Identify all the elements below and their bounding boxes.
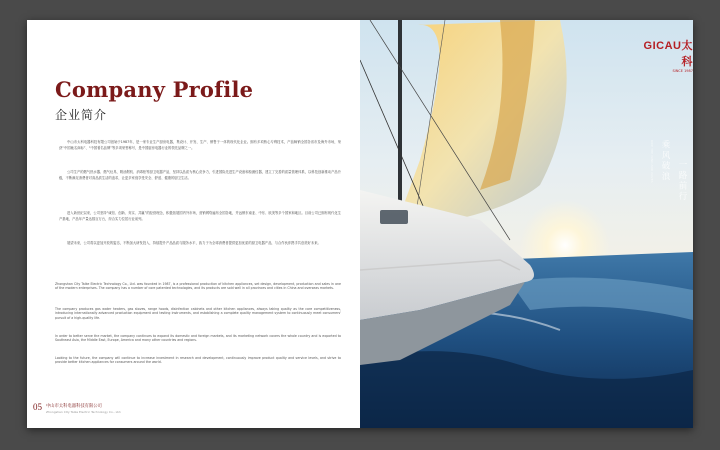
right-page — [360, 20, 693, 428]
page-number: 05 — [33, 402, 42, 412]
slogan-line-1: 乘风破浪 — [660, 140, 670, 182]
page-title: Company Profile — [55, 77, 254, 102]
page-footer — [33, 402, 121, 414]
en-paragraph-2: The company produces gas water heaters, gas stoves, range hoods, disinfection cabinets and other kitchen appliances, always taking quality as the core competitiveness, introducing internationally advanced production equipment and testing instruments, and establishing a complete quality management system to continuously meet consumers' pursuit of a high-quality life. — [55, 307, 341, 320]
sailboat-photo — [360, 20, 693, 428]
footer-company-name: 中山市太科电器科技有限公司 — [46, 404, 102, 409]
zh-paragraph-1: 中山市太科电器科技有限公司创始于1987年，是一家专业生产厨房电器，集设计、开发、生产、销售于一体的现代化企业。拥有多项核心专利技术，产品畅销全国各省市及海外市场，荣获“中国驰名商标”、“中国著名品牌”等多项荣誉称号，是中国厨房电器行业的领先品牌之一。 — [59, 140, 341, 150]
en-paragraph-4: Looking to the future, the company will continue to increase investment in research and development, continuously improve product quality and service levels, and strive to provide better kitchen appliances for consumers around the world. — [55, 356, 341, 365]
left-page — [27, 20, 360, 428]
zh-paragraph-4: 展望未来，公司将以更加开放的姿态，不断加大研发投入，持续提升产品品质与服务水平，致力于为全球消费者提供更加优质的厨卫电器产品，与合作伙伴携手共创美好未来。 — [67, 241, 321, 245]
zh-paragraph-3: 进入新世纪以来，公司坚持“诚信、创新、务实、共赢”的经营理念，积极拓展国内外市场，营销网络遍布全国各地，并远销东南亚、中东、欧美等多个国家和地区。目前公司已拥有现代化生产基地，产品年产量达数百万台，综合实力位居行业前列。 — [59, 211, 341, 221]
footer-company-name-en: Zhongshan City Taike Electric Technology Co., Ltd. — [46, 410, 122, 414]
zh-paragraph-2: 公司生产的燃气热水器、燃气灶具、吸油烟机、消毒柜等厨卫电器产品，坚持以品质为核心竞争力，引进国际先进生产设备和检测仪器，建立了完善的质量管理体系，以科技创新推动产品升级，不断满足消费者对高品质生活的追求，让更多家庭享受安全、舒适、健康的厨卫生活。 — [59, 170, 341, 180]
slogan-english: RIDE THE WIND AND WAVES — [650, 140, 654, 183]
logo-subtext: SINCE 1987 — [672, 69, 693, 73]
logo-text: GICAU太科 — [643, 40, 693, 68]
page-subtitle: 企业简介 — [55, 108, 108, 122]
slogan — [650, 140, 688, 202]
brand-logo — [640, 37, 693, 73]
slogan-line-2: 一路前行 — [677, 160, 687, 202]
en-paragraph-1: Zhongshan City Taike Electric Technology Co., Ltd. was founded in 1987, is a professional production of kitchen appliances, set design, development, production and sales in one of the modern enterprises. The company has a number of core patented technologies, and its products are sold well in all provinces and cities in China and overseas markets. — [55, 282, 341, 291]
brochure-spread — [27, 20, 693, 428]
en-paragraph-3: In order to better serve the market, the company continues to expand its domestic and foreign markets, and its marketing network covers the whole country and is exported to Southeast Asia, the Middle East, Europe, America and many other countries and regions. — [55, 334, 341, 343]
cabin-window — [380, 210, 408, 224]
